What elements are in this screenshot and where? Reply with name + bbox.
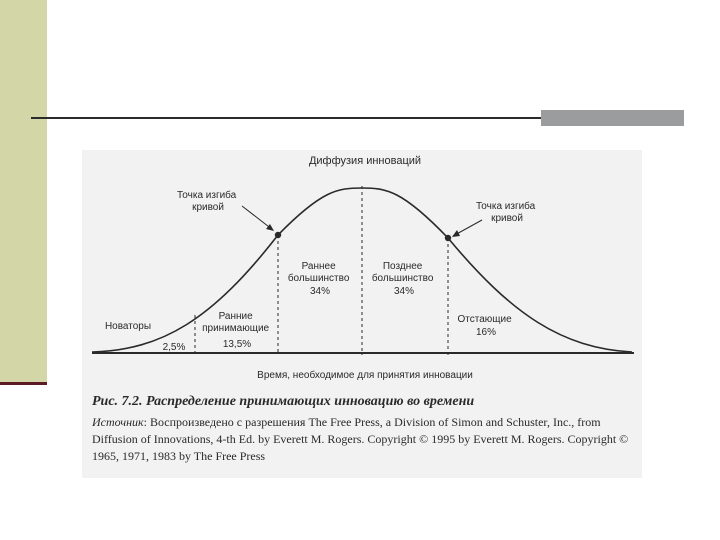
early-adopters-line1: Ранние: [218, 311, 253, 322]
title-rule: [31, 117, 541, 119]
early-adopters-line2: принимающие: [202, 323, 270, 334]
early-adopters-percent: 13,5%: [222, 339, 252, 350]
inflection-label-left: [177, 189, 239, 213]
early-majority-line2: большинство: [287, 273, 350, 284]
title-rule-accent: [541, 110, 684, 126]
inflection-point-left: [275, 232, 281, 238]
innovators-label: Новаторы: [104, 321, 152, 332]
early-majority-label: [288, 261, 352, 297]
early-adopters-label: [202, 311, 272, 350]
caption-title: Рис. 7.2. Распределение принимающих инновацию во времени: [92, 394, 475, 409]
inflection-label-right: [476, 200, 538, 224]
inflection-label-right-line1: Точка изгиба: [475, 201, 536, 212]
late-majority-line2: большинство: [371, 273, 434, 284]
source-text: : Воспроизведено с разрешения The Free Press, a Division of Simon and Schuster, Inc., from Diffusion of Innovations, 4-th Ed. by Everett M. Rogers. Copyright © 1995 by Everett M. Rogers. Copyright © 1965, 1971, 1983 by The Free Press: [92, 415, 629, 463]
early-majority-percent: 34%: [309, 286, 331, 297]
laggards-label: [458, 314, 515, 338]
innovators-percent: 2,5%: [162, 342, 186, 353]
time-axis-label: Время, необходимое для принятия инновации: [257, 370, 473, 381]
inflection-label-right-line2: кривой: [491, 213, 523, 224]
inflection-label-left-line1: Точка изгиба: [176, 190, 237, 201]
caption-source: [92, 414, 637, 465]
late-majority-percent: 34%: [393, 286, 415, 297]
inflection-point-right: [445, 235, 451, 241]
late-majority-line1: Позднее: [382, 261, 423, 272]
side-band: [0, 0, 47, 384]
diagram-title: Диффузия инноваций: [308, 155, 422, 167]
inflection-label-left-line2: кривой: [192, 202, 224, 213]
late-majority-label: [372, 261, 436, 297]
bell-curve-diagram: [82, 150, 642, 390]
side-band-underline: [0, 382, 47, 385]
figure-caption: [92, 394, 637, 465]
inflection-arrowhead-right: [452, 230, 460, 237]
early-majority-line1: Раннее: [301, 261, 336, 272]
laggards-line1: Отстающие: [457, 314, 512, 325]
source-label: Источник: [92, 415, 144, 429]
laggards-percent: 16%: [475, 327, 497, 338]
diffusion-figure: [82, 150, 642, 478]
